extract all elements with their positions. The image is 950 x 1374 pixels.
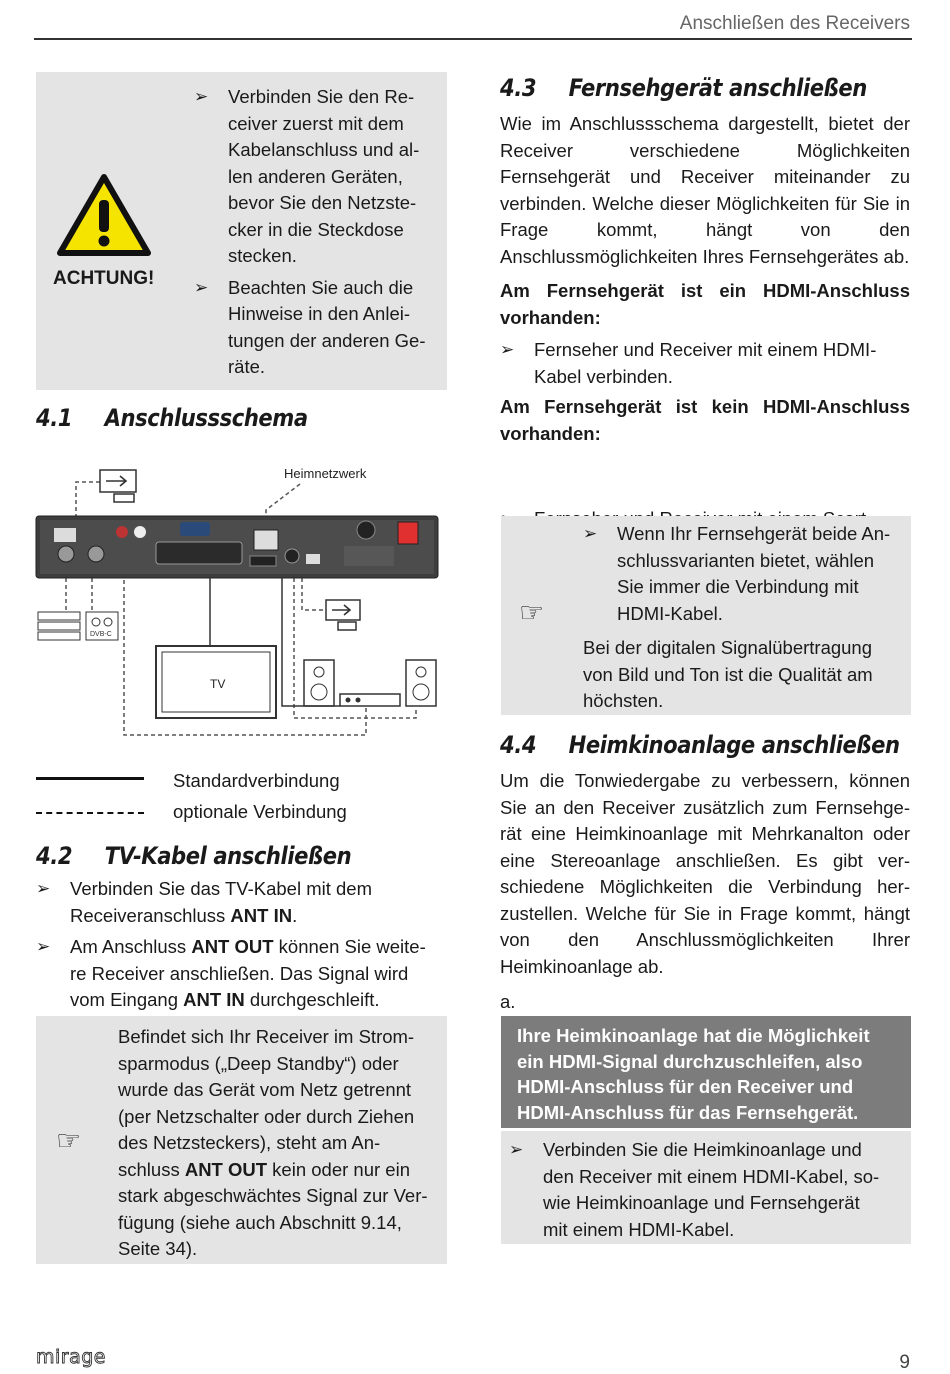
s44-case-heading-box (501, 1016, 911, 1128)
legend-solid-label: Standardverbindung (173, 770, 340, 791)
tip-text: Bei der digitalen Signalübertragung von Bild und Ton ist die Qualität am höchsten. (583, 637, 873, 711)
usb-stick-right (326, 600, 360, 630)
warning-item-1: ➢ Verbinden Sie den Re- ceiver zuerst mit dem Kabelanschluss und al- len anderen Geräten, bevor Sie den Netzste- cker in die Steckdose stecken. (194, 84, 444, 270)
section-4-1-heading: 4.1 Anschlussschema (36, 404, 308, 432)
warning-item-2: ➢ Beachten Sie auch die Hinweise in den Anlei- tungen der anderen Ge- räte. (194, 275, 444, 381)
network-label: Heimnetzwerk (284, 466, 367, 481)
s44-case-heading: Ihre Heimkinoanlage hat die Möglichkeit ein HDMI-Signal durchzuschleifen, also HDMI-Anschluss für den Receiver und HDMI-Anschluss für das Fernsehgerät. (517, 1025, 870, 1123)
section-4-4-heading: 4.4 Heimkinoanlage anschließen (500, 731, 900, 759)
tip-item: ➢ Wenn Ihr Fernsehgerät beide An- schlussvarianten bietet, wählen Sie immer die Verbindung mit HDMI-Kabel. (583, 521, 907, 627)
s43-case2-heading: Am Fernsehgerät ist kein HDMI-Anschluss vorhanden: (500, 396, 910, 444)
section-4-2-list (36, 876, 446, 1014)
s44-case-item-box (501, 1131, 911, 1244)
note-standby-text: Befindet sich Ihr Receiver im Strom- sparmodus („Deep Standby“) oder wurde das Gerät vom Netz getrennt (per Netzschalter oder durch Ziehen des Netzsteckers), steht am An- schluss ANT OUT kein oder nur ein stark abgeschwächtes Signal zur Ver- fügung (siehe auch Abschnitt 9.14, Seite 34). (118, 1026, 428, 1259)
s44-intro: Um die Tonwiedergabe zu verbessern, können Sie an den Receiver zusätzlich zum Fernsehge-rät eine Heimkinoanlage mit Mehrkanalton oder eine Stereoanlage anschließen. Es gibt ver-schiedene Möglichkeiten die Verbindung her-zustellen. Welche für Sie in Frage kommt, hängt von den Anschlussmöglichkeiten Ihrer Heimkinoanlage ab. (500, 770, 910, 977)
legend-dashed-label: optionale Verbindung (173, 801, 347, 822)
running-header: Anschließen des Receivers (679, 13, 910, 34)
page-number: 9 (899, 1352, 910, 1373)
wall-sockets (38, 612, 118, 640)
s43-intro: Wie im Anschlussschema dargestellt, bietet der Receiver verschiedene Möglichkeiten Fernsehgerät und Receiver miteinander zu verbinden. Welche dieser Möglichkeiten für Sie in Frage kommt, hängt von den Anschlussmöglichkeiten Ihres Fernsehgerätes ab. (500, 113, 910, 267)
tv-label: TV (210, 677, 226, 691)
s42-bullet-1: ➢ Verbinden Sie das TV-Kabel mit dem Receiveranschluss ANT IN. (36, 876, 446, 929)
warning-box (36, 72, 447, 390)
warning-icon (56, 172, 152, 258)
s43-case1-heading: Am Fernsehgerät ist ein HDMI-Anschluss vorhanden: (500, 280, 910, 328)
svg-text:mirage: mirage (36, 1346, 106, 1368)
s44-case-item: ➢ Verbinden Sie die Heimkinoanlage und den Receiver mit einem HDMI-Kabel, so- wie Heimkinoanlage und Fernsehgerät mit einem HDMI-Kabel. (509, 1137, 903, 1243)
header-rule (34, 38, 912, 40)
mirage-logo (36, 1346, 122, 1368)
s44-label-a: a. (500, 991, 516, 1012)
dvbc-label: DVB-C (90, 631, 112, 638)
warning-list (194, 84, 444, 381)
receiver-back-panel (36, 516, 438, 578)
section-4-3-heading: 4.3 Fernsehgerät anschließen (500, 74, 867, 102)
pointing-hand-icon: ☞ (56, 1124, 82, 1157)
legend-dashed-line (36, 812, 144, 814)
legend-solid-line (36, 777, 144, 780)
usb-stick-top (100, 470, 136, 502)
pointing-hand-icon: ☞ (519, 596, 545, 629)
s43-case1-item: ➢ Fernseher und Receiver mit einem HDMI- Kabel verbinden. (500, 337, 910, 390)
note-box-standby (36, 1016, 447, 1264)
stereo-system (304, 660, 436, 706)
s42-bullet-2: ➢ Am Anschluss ANT OUT können Sie weite- re Receiver anschließen. Das Signal wird vom Eingang ANT IN durchgeschleift. (36, 934, 446, 1014)
section-4-2-heading: 4.2 TV-Kabel anschließen (36, 842, 352, 870)
tip-box-hdmi (501, 516, 911, 715)
tv-set (156, 646, 276, 718)
warning-label: ACHTUNG! (53, 268, 155, 289)
connection-diagram (34, 460, 444, 745)
